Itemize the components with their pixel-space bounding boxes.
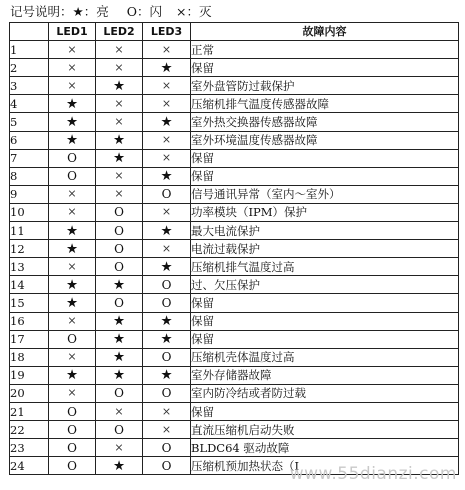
led1-state: ★ [49,222,96,240]
fault-description: BLDC64 驱动故障 [191,439,459,457]
led3-state: × [143,402,191,420]
led2-state: × [96,439,143,457]
legend-label: 记号说明： [10,4,73,19]
led1-state: O [49,402,96,420]
table-row [10,312,459,330]
led1-state: × [49,59,96,77]
led1-state: O [49,439,96,457]
fault-number: 7 [10,149,49,167]
legend-off-text: ：灭 [186,4,212,19]
led1-state: × [49,203,96,221]
fault-number: 22 [10,421,49,439]
led2-state: O [96,222,143,240]
led2-state: × [96,95,143,113]
led1-state: × [49,258,96,276]
led3-state: × [143,77,191,95]
table-row [10,384,459,402]
led3-state: × [143,421,191,439]
table-row [10,77,459,95]
led2-state: ★ [96,131,143,149]
led3-state: × [143,131,191,149]
led1-state: ★ [49,276,96,294]
led1-state: ★ [49,294,96,312]
led3-state: ★ [143,330,191,348]
led1-state: ★ [49,131,96,149]
fault-number: 13 [10,258,49,276]
table-row [10,258,459,276]
fault-number: 2 [10,59,49,77]
fault-description: 室外热交换器传感器故障 [191,113,459,131]
led1-state: × [49,185,96,203]
table-row [10,113,459,131]
fault-description: 保留 [191,330,459,348]
fault-number: 21 [10,402,49,420]
fault-description: 保留 [191,294,459,312]
fault-description: 压缩机排气温度传感器故障 [191,95,459,113]
led1-state: O [49,167,96,185]
led1-state: O [49,457,96,475]
table-row [10,348,459,366]
fault-description: 过、欠压保护 [191,276,459,294]
table-row [10,240,459,258]
table-row [10,366,459,384]
led2-state: ★ [96,330,143,348]
led2-state: ★ [96,77,143,95]
led1-state: O [49,149,96,167]
fault-description: 保留 [191,149,459,167]
fault-number: 17 [10,330,49,348]
table-row [10,330,459,348]
led2-state: ★ [96,348,143,366]
fault-description: 电流过载保护 [191,240,459,258]
fault-description: 保留 [191,167,459,185]
fault-number: 23 [10,439,49,457]
legend-blink-symbol: O [126,4,137,19]
led3-state: × [143,203,191,221]
led2-state: ★ [96,149,143,167]
fault-number: 11 [10,222,49,240]
header-number [10,23,49,41]
fault-number: 6 [10,131,49,149]
led2-state: O [96,203,143,221]
header-led1: LED1 [49,23,96,41]
fault-description: 保留 [191,402,459,420]
fault-number: 19 [10,366,49,384]
fault-description: 功率模块（IPM）保护 [191,203,459,221]
legend-on-text: ：亮 [83,4,109,19]
led3-state: O [143,185,191,203]
led2-state: × [96,113,143,131]
led3-state: O [143,348,191,366]
led3-state: O [143,439,191,457]
fault-number: 3 [10,77,49,95]
fault-description: 直流压缩机启动失败 [191,421,459,439]
led3-state: ★ [143,312,191,330]
table-row [10,421,459,439]
led1-state: × [49,312,96,330]
led2-state: O [96,258,143,276]
fault-description: 室外存储器故障 [191,366,459,384]
led2-state: × [96,59,143,77]
led2-state: O [96,240,143,258]
fault-description: 室外环境温度传感器故障 [191,131,459,149]
fault-description: 室内防冷结或者防过载 [191,384,459,402]
led3-state: × [143,95,191,113]
table-row [10,149,459,167]
fault-number: 10 [10,203,49,221]
fault-description: 压缩机预加热状态（I [191,457,459,475]
led1-state: ★ [49,240,96,258]
led3-state: ★ [143,59,191,77]
table-row [10,95,459,113]
table-row [10,41,459,59]
led3-state: ★ [143,258,191,276]
legend-blink-text: ：闪 [137,4,163,19]
fault-description: 压缩机排气温度过高 [191,258,459,276]
led2-state: × [96,185,143,203]
symbol-legend [10,3,212,21]
led3-state: ★ [143,167,191,185]
header-fault-content: 故障内容 [191,23,459,41]
table-body [10,41,459,475]
table-row [10,294,459,312]
fault-number: 8 [10,167,49,185]
table-row [10,457,459,475]
header-led3: LED3 [143,23,191,41]
fault-number: 20 [10,384,49,402]
fault-description: 信号通讯异常（室内～室外） [191,185,459,203]
legend-on-symbol: ★ [72,4,84,19]
fault-number: 9 [10,185,49,203]
led2-state: ★ [96,312,143,330]
fault-description: 最大电流保护 [191,222,459,240]
fault-number: 15 [10,294,49,312]
table-row [10,203,459,221]
table-row [10,439,459,457]
led3-state: O [143,457,191,475]
fault-number: 12 [10,240,49,258]
led1-state: O [49,330,96,348]
fault-number: 5 [10,113,49,131]
led3-state: O [143,276,191,294]
led2-state: ★ [96,457,143,475]
led1-state: × [49,77,96,95]
watermark-text: www.55dianzi.com [289,464,457,484]
fault-number: 4 [10,95,49,113]
fault-number: 1 [10,41,49,59]
fault-description: 保留 [191,312,459,330]
led1-state: × [49,348,96,366]
table-row [10,131,459,149]
table-row [10,167,459,185]
fault-number: 24 [10,457,49,475]
led2-state: O [96,294,143,312]
led3-state: × [143,149,191,167]
table-row [10,185,459,203]
led2-state: ★ [96,276,143,294]
led1-state: ★ [49,113,96,131]
led3-state: × [143,240,191,258]
fault-number: 18 [10,348,49,366]
led1-state: × [49,384,96,402]
table-row [10,402,459,420]
header-led2: LED2 [96,23,143,41]
fault-number: 16 [10,312,49,330]
led1-state: O [49,421,96,439]
led1-state: ★ [49,366,96,384]
led1-state: × [49,41,96,59]
led2-state: O [96,384,143,402]
table-header-row [10,23,459,41]
fault-description: 压缩机壳体温度过高 [191,348,459,366]
led3-state: O [143,384,191,402]
table-row [10,276,459,294]
table-row [10,222,459,240]
led2-state: O [96,421,143,439]
led3-state: × [143,41,191,59]
led2-state: × [96,41,143,59]
led3-state: ★ [143,366,191,384]
fault-description: 室外盘管防过载保护 [191,77,459,95]
led2-state: × [96,402,143,420]
led3-state: ★ [143,222,191,240]
table-row [10,59,459,77]
legend-off-symbol: × [176,4,187,19]
fault-code-table [9,22,459,475]
fault-number: 14 [10,276,49,294]
led2-state: × [96,167,143,185]
led1-state: ★ [49,95,96,113]
fault-description: 保留 [191,59,459,77]
led2-state: ★ [96,366,143,384]
led3-state: ★ [143,113,191,131]
fault-description: 正常 [191,41,459,59]
led3-state: O [143,294,191,312]
